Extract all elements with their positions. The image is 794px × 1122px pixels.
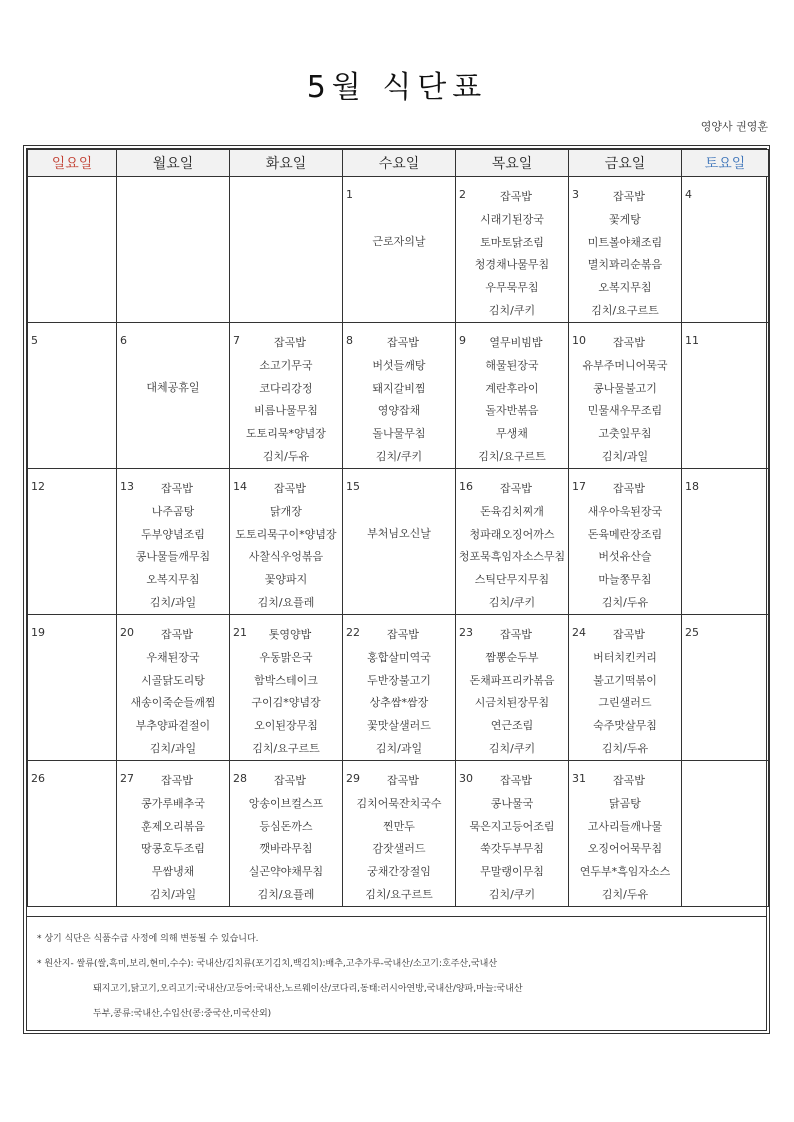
menu-calendar-table	[27, 149, 769, 907]
day-number: 16	[459, 480, 473, 493]
day-number: 14	[233, 480, 247, 493]
day-number: 18	[685, 480, 699, 493]
menu-item: 청파래오징어까스	[469, 527, 555, 541]
day-cell-content	[28, 323, 116, 468]
menu-item: 잡곡밥	[500, 190, 532, 203]
weekday-header-tue: 화요일	[230, 150, 343, 177]
menu-item: 오이된장무침	[254, 719, 318, 733]
day-number: 11	[685, 334, 699, 347]
menu-item: 김치/요플레	[257, 887, 315, 901]
day-cell	[28, 761, 117, 907]
menu-item: 우동맑은국	[259, 650, 313, 664]
menu-item: 돈채파프리카볶음	[469, 673, 555, 687]
menu-list	[456, 480, 568, 617]
menu-item: 김치/과일	[149, 595, 197, 609]
day-cell-content	[682, 615, 768, 760]
day-number: 10	[572, 334, 586, 347]
menu-item: 콩나물불고기	[593, 381, 657, 395]
day-cell-content	[569, 323, 681, 468]
menu-item: 두부양념조림	[141, 527, 205, 541]
day-cell-content	[117, 469, 229, 614]
day-cell	[230, 177, 343, 323]
menu-item: 도토리묵구이*양념장	[235, 527, 337, 541]
menu-item: 시금치된장무침	[474, 696, 550, 710]
day-cell-content	[343, 323, 455, 468]
day-cell	[28, 323, 117, 469]
weekday-header-row	[28, 150, 769, 177]
menu-list	[230, 480, 342, 617]
day-cell	[343, 761, 456, 907]
menu-item: 멸치꽈리순볶음	[587, 258, 663, 272]
menu-item: 콩나물국	[490, 796, 534, 810]
menu-list	[117, 480, 229, 617]
menu-item: 실곤약야채무침	[248, 865, 324, 879]
menu-list	[230, 334, 342, 471]
menu-item: 스틱단무지무침	[474, 573, 550, 587]
note-line: * 원산지- 쌀류(쌀,흑미,보리,현미,수수): 국내산/김치류(포기김치,백김치):배추,고추가루-국내산/소고기:호주산,국내산	[37, 959, 498, 969]
menu-item: 김치/과일	[375, 741, 423, 755]
menu-item: 돈육김치찌개	[480, 504, 544, 518]
menu-item: 사찰식우엉볶음	[248, 550, 324, 564]
menu-item: 소고기무국	[259, 358, 313, 372]
menu-item: 김치/쿠키	[488, 887, 536, 901]
menu-item: 잡곡밥	[613, 190, 645, 203]
menu-list	[117, 772, 229, 909]
day-cell-content	[569, 615, 681, 760]
day-cell-content	[456, 177, 568, 322]
day-number: 23	[459, 626, 473, 639]
day-number: 8	[346, 334, 353, 347]
menu-list	[569, 626, 681, 763]
day-cell	[343, 177, 456, 323]
day-number: 20	[120, 626, 134, 639]
day-cell-content	[343, 177, 455, 322]
menu-list	[456, 626, 568, 763]
menu-item: 등심돈까스	[259, 819, 313, 833]
day-number: 7	[233, 334, 240, 347]
menu-list	[456, 188, 568, 325]
holiday-label: 부처님오신날	[367, 527, 431, 540]
day-cell	[343, 615, 456, 761]
menu-item: 잡곡밥	[613, 482, 645, 495]
day-number: 1	[346, 188, 353, 201]
menu-item: 땅콩호두조림	[141, 842, 205, 856]
menu-item: 잡곡밥	[274, 336, 306, 349]
day-cell	[682, 177, 769, 323]
menu-list	[456, 772, 568, 909]
day-cell-content	[456, 323, 568, 468]
day-number: 28	[233, 772, 247, 785]
menu-item: 김치/쿠키	[375, 449, 423, 463]
day-number: 4	[685, 188, 692, 201]
menu-list	[230, 626, 342, 763]
menu-item: 돈육메란장조림	[587, 527, 663, 541]
day-cell-content	[230, 615, 342, 760]
note-line: 돼지고기,닭고기,오리고기:국내산/고등어:국내산,노르웨이산/코다리,동태:러시아연방,국내산/양파,마늘:국내산	[93, 984, 523, 994]
menu-list	[343, 334, 455, 471]
menu-item: 우무묵무침	[485, 281, 539, 295]
menu-item: 나주곰탕	[151, 504, 195, 518]
menu-item: 부추양파겉절이	[135, 719, 211, 733]
menu-item: 잡곡밥	[613, 628, 645, 641]
menu-item: 꽃양파지	[264, 573, 308, 587]
menu-item: 김치/요플레	[257, 595, 315, 609]
menu-item: 고사리들깨나물	[587, 819, 663, 833]
menu-item: 홍합살미역국	[367, 650, 431, 664]
menu-item: 앙송이브컬스프	[248, 796, 324, 810]
day-cell-content	[569, 761, 681, 906]
menu-item: 잡곡밥	[500, 774, 532, 787]
day-cell-content	[682, 469, 768, 614]
menu-item: 숙주맛살무침	[593, 719, 657, 733]
day-cell	[343, 469, 456, 615]
day-cell-content	[230, 177, 342, 322]
menu-item: 청포묵흑임자소스무침	[458, 550, 566, 564]
menu-item: 김치/쿠키	[488, 741, 536, 755]
day-cell	[456, 761, 569, 907]
menu-item: 짬뽕순두부	[485, 650, 539, 664]
day-number: 6	[120, 334, 127, 347]
day-cell	[569, 177, 682, 323]
weekday-header-thu: 목요일	[456, 150, 569, 177]
menu-item: 새우아욱된장국	[587, 504, 663, 518]
menu-list	[569, 334, 681, 471]
menu-item: 콩나물들깨무침	[135, 550, 211, 564]
menu-item: 잡곡밥	[274, 482, 306, 495]
menu-item: 잡곡밥	[613, 336, 645, 349]
day-cell	[28, 469, 117, 615]
holiday-label: 근로자의날	[372, 235, 426, 248]
menu-list	[569, 772, 681, 909]
menu-item: 감잣샐러드	[372, 842, 426, 856]
day-number: 22	[346, 626, 360, 639]
day-number: 9	[459, 334, 466, 347]
day-number: 26	[31, 772, 45, 785]
menu-item: 마늘쫑무침	[598, 573, 652, 587]
menu-item: 연두부*흑임자소스	[579, 865, 671, 879]
menu-item: 톳영양밥	[268, 628, 312, 641]
day-cell	[456, 469, 569, 615]
day-cell	[230, 323, 343, 469]
day-number: 29	[346, 772, 360, 785]
menu-item: 김치/과일	[149, 887, 197, 901]
menu-item: 코다리강정	[259, 381, 313, 395]
menu-item: 새송이죽순들깨찜	[130, 696, 216, 710]
menu-item: 버섯유산슬	[598, 550, 652, 564]
day-cell-content	[343, 469, 455, 614]
day-number: 19	[31, 626, 45, 639]
author-label: 영양사 권영훈	[700, 120, 768, 133]
day-number: 27	[120, 772, 134, 785]
day-cell	[456, 323, 569, 469]
menu-item: 상추쌈*쌈장	[369, 696, 429, 710]
menu-item: 궁채간장절임	[367, 865, 431, 879]
week-row	[28, 177, 769, 323]
day-cell-content	[28, 469, 116, 614]
day-cell-content	[28, 177, 116, 322]
notes-section	[27, 916, 766, 1030]
day-cell-content	[569, 177, 681, 322]
day-cell	[230, 761, 343, 907]
day-cell-content	[117, 177, 229, 322]
day-cell	[456, 177, 569, 323]
menu-item: 돌자반볶음	[485, 404, 539, 418]
day-cell-content	[343, 615, 455, 760]
menu-item: 잡곡밥	[387, 628, 419, 641]
page-title: 5월 식단표	[306, 70, 488, 105]
menu-item: 무생채	[496, 427, 528, 441]
menu-item: 시래기된장국	[480, 212, 544, 226]
menu-item: 김치/요구르트	[478, 449, 546, 463]
menu-item: 우채된장국	[146, 650, 200, 664]
day-cell-content	[682, 761, 768, 906]
day-cell	[456, 615, 569, 761]
menu-item: 닭곰탕	[609, 796, 641, 810]
menu-item: 비름나물무침	[254, 404, 318, 418]
day-cell-content	[456, 469, 568, 614]
week-row	[28, 761, 769, 907]
menu-item: 영양잡채	[377, 404, 421, 418]
day-cell	[682, 761, 769, 907]
day-number: 5	[31, 334, 38, 347]
menu-item: 찐만두	[383, 819, 415, 833]
day-cell	[682, 469, 769, 615]
menu-item: 김치/쿠키	[488, 303, 536, 317]
menu-item: 오복지무침	[598, 281, 652, 295]
day-cell-content	[569, 469, 681, 614]
day-cell	[569, 323, 682, 469]
menu-item: 꽃게탕	[609, 212, 641, 226]
menu-item: 잡곡밥	[274, 774, 306, 787]
menu-item: 잡곡밥	[161, 482, 193, 495]
menu-item: 고춧잎무침	[598, 427, 652, 441]
note-line: * 상기 식단은 식품수급 사정에 의해 변동될 수 있습니다.	[37, 934, 259, 944]
day-cell-content	[682, 177, 768, 322]
menu-item: 연근조림	[490, 719, 534, 733]
day-cell-content	[682, 323, 768, 468]
menu-item: 김치/요구르트	[252, 741, 320, 755]
menu-list	[456, 334, 568, 471]
menu-item: 김치/요구르트	[365, 887, 433, 901]
menu-item: 잡곡밥	[613, 774, 645, 787]
day-number: 12	[31, 480, 45, 493]
menu-list	[230, 772, 342, 909]
weekday-header-sat: 토요일	[682, 150, 769, 177]
menu-item: 잡곡밥	[387, 336, 419, 349]
menu-item: 오징어어묵무침	[587, 842, 663, 856]
day-number: 2	[459, 188, 466, 201]
menu-item: 깻바라무침	[259, 842, 313, 856]
day-cell-content	[456, 615, 568, 760]
menu-item: 구이김*양념장	[251, 696, 321, 710]
day-cell-content	[28, 761, 116, 906]
menu-item: 쑥갓두부무침	[480, 842, 544, 856]
day-cell	[117, 761, 230, 907]
menu-item: 열무비빔밥	[489, 336, 543, 349]
day-number: 15	[346, 480, 360, 493]
menu-list	[569, 480, 681, 617]
menu-item: 두반장불고기	[367, 673, 431, 687]
menu-item: 무쌈냉채	[151, 865, 195, 879]
day-cell	[569, 761, 682, 907]
menu-item: 미트볼야채조림	[587, 235, 663, 249]
day-cell-content	[117, 761, 229, 906]
weekday-header-sun: 일요일	[28, 150, 117, 177]
menu-item: 돌나물무침	[372, 427, 426, 441]
menu-item: 김치/두유	[601, 741, 649, 755]
menu-item: 버섯들깨탕	[372, 358, 426, 372]
menu-item: 김치/두유	[262, 449, 310, 463]
day-cell-content	[230, 323, 342, 468]
menu-item: 콩가루배추국	[141, 796, 205, 810]
menu-calendar-inner	[26, 148, 767, 1031]
menu-item: 유부주머니어묵국	[582, 358, 668, 372]
menu-item: 돼지갈비찜	[372, 381, 426, 395]
day-cell-content	[343, 761, 455, 906]
menu-item: 민물새우무조림	[587, 404, 663, 418]
menu-item: 묵은지고등어조림	[469, 819, 555, 833]
menu-item: 김치/쿠키	[488, 595, 536, 609]
day-cell	[117, 177, 230, 323]
menu-item: 그린샐러드	[598, 696, 652, 710]
menu-item: 도토리묵*양념장	[246, 427, 326, 441]
week-row	[28, 323, 769, 469]
menu-item: 꽃맛살샐러드	[367, 719, 431, 733]
day-number: 17	[572, 480, 586, 493]
menu-item: 불고기떡볶이	[593, 673, 657, 687]
menu-list	[117, 626, 229, 763]
day-cell-content	[28, 615, 116, 760]
day-cell	[343, 323, 456, 469]
menu-item: 닭개장	[270, 504, 302, 518]
menu-item: 김치/요구르트	[591, 303, 659, 317]
day-cell-content	[230, 761, 342, 906]
menu-list	[343, 626, 455, 763]
menu-list	[343, 772, 455, 909]
weekday-header-wed: 수요일	[343, 150, 456, 177]
day-number: 25	[685, 626, 699, 639]
menu-item: 잡곡밥	[500, 482, 532, 495]
day-cell	[117, 323, 230, 469]
day-cell	[569, 469, 682, 615]
day-cell	[569, 615, 682, 761]
day-cell	[28, 177, 117, 323]
day-cell-content	[117, 323, 229, 468]
menu-item: 계란후라이	[485, 381, 539, 395]
note-line: 두부,콩류:국내산,수입산(콩:중국산,미국산외)	[93, 1009, 272, 1019]
menu-item: 잡곡밥	[161, 628, 193, 641]
day-cell	[28, 615, 117, 761]
week-row	[28, 469, 769, 615]
day-number: 31	[572, 772, 586, 785]
day-number: 24	[572, 626, 586, 639]
weekday-header-mon: 월요일	[117, 150, 230, 177]
day-cell-content	[456, 761, 568, 906]
menu-item: 잡곡밥	[387, 774, 419, 787]
day-number: 3	[572, 188, 579, 201]
menu-item: 버터치킨커리	[593, 650, 657, 664]
menu-item: 청경채나물무침	[474, 258, 550, 272]
day-number: 21	[233, 626, 247, 639]
menu-calendar-frame	[23, 145, 770, 1034]
menu-item: 토마토닭조림	[480, 235, 544, 249]
day-cell	[117, 469, 230, 615]
menu-item: 오복지무침	[146, 573, 200, 587]
day-cell	[682, 323, 769, 469]
menu-item: 김치/두유	[601, 887, 649, 901]
day-cell	[230, 469, 343, 615]
day-cell	[682, 615, 769, 761]
menu-list	[569, 188, 681, 325]
day-cell-content	[230, 469, 342, 614]
weekday-header-fri: 금요일	[569, 150, 682, 177]
day-cell	[117, 615, 230, 761]
menu-item: 김치어묵잔치국수	[356, 796, 442, 810]
day-number: 13	[120, 480, 134, 493]
day-cell	[230, 615, 343, 761]
menu-item: 함박스테이크	[254, 673, 318, 687]
menu-item: 잡곡밥	[161, 774, 193, 787]
menu-item: 훈제오리볶음	[141, 819, 205, 833]
menu-item: 김치/두유	[601, 595, 649, 609]
week-row	[28, 615, 769, 761]
menu-item: 해물된장국	[485, 358, 539, 372]
menu-item: 잡곡밥	[500, 628, 532, 641]
menu-item: 시골닭도리탕	[141, 673, 205, 687]
day-number: 30	[459, 772, 473, 785]
day-cell-content	[117, 615, 229, 760]
menu-item: 김치/과일	[601, 449, 649, 463]
holiday-label: 대체공휴일	[146, 381, 200, 394]
menu-item: 김치/과일	[149, 741, 197, 755]
menu-item: 무말랭이무침	[480, 865, 544, 879]
